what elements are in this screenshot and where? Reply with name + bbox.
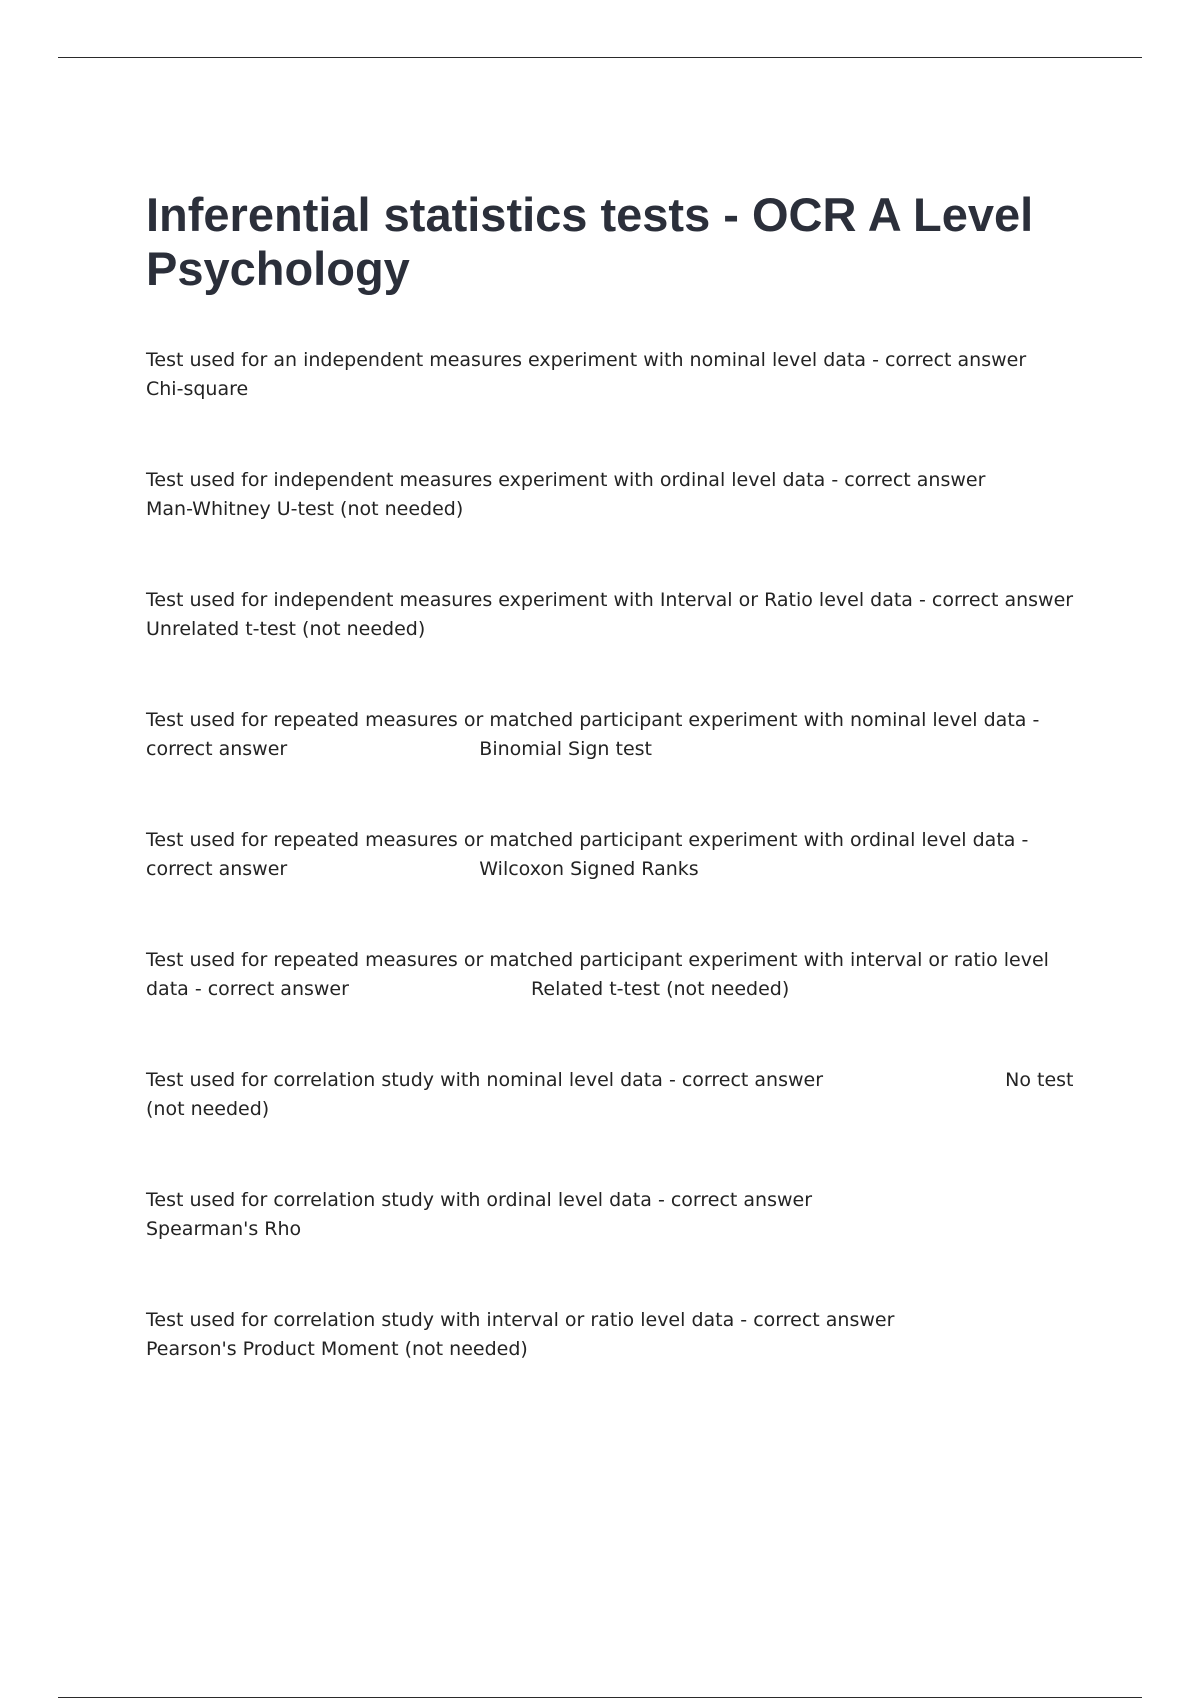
answer-separator: - correct answer	[194, 978, 349, 1000]
answer-separator: - correct answer	[740, 1309, 895, 1331]
qa-item	[146, 1066, 1086, 1186]
answer-text: Unrelated t-test (not needed)	[146, 618, 426, 640]
page-title: Inferential statistics tests - OCR A Level Psychology	[146, 188, 1034, 295]
question-text: Test used for independent measures experiment with ordinal level data	[146, 469, 826, 491]
bottom-rule	[58, 1697, 1142, 1698]
qa-item	[146, 346, 1086, 466]
answer-separator: - correct answer	[146, 829, 1029, 880]
qa-item	[146, 826, 1086, 946]
question-text: Test used for repeated measures or matched participant experiment with ordinal level data	[146, 829, 1016, 851]
qa-item	[146, 706, 1086, 826]
answer-text: No test (not needed)	[146, 1069, 1074, 1120]
question-text: Test used for correlation study with ordinal level data	[146, 1189, 652, 1211]
answer-text: Pearson's Product Moment (not needed)	[146, 1338, 528, 1360]
answer-text: Chi-square	[146, 378, 249, 400]
answer-text: Spearman's Rho	[146, 1218, 302, 1240]
answer-separator: - correct answer	[831, 469, 986, 491]
question-text: Test used for correlation study with interval or ratio level data	[146, 1309, 735, 1331]
qa-item	[146, 1186, 1086, 1306]
top-rule	[58, 57, 1142, 58]
question-text: Test used for independent measures experiment with Interval or Ratio level data	[146, 589, 913, 611]
question-answer-list	[146, 346, 1086, 1426]
answer-separator: - correct answer	[146, 709, 1040, 760]
qa-item	[146, 946, 1086, 1066]
qa-item	[146, 586, 1086, 706]
answer-separator: - correct answer	[918, 589, 1074, 611]
answer-text: Binomial Sign test	[479, 738, 652, 760]
answer-separator: - correct answer	[657, 1189, 813, 1211]
answer-separator: - correct answer	[872, 349, 1027, 371]
question-text: Test used for correlation study with nominal level data	[146, 1069, 663, 1091]
answer-text: Related t-test (not needed)	[531, 978, 790, 1000]
qa-item	[146, 466, 1086, 586]
question-text: Test used for repeated measures or matched participant experiment with interval or ratio level data	[146, 949, 1049, 1000]
answer-separator: - correct answer	[668, 1069, 824, 1091]
answer-text: Wilcoxon Signed Ranks	[479, 858, 699, 880]
question-text: Test used for an independent measures experiment with nominal level data	[146, 349, 867, 371]
answer-text: Man-Whitney U-test (not needed)	[146, 498, 464, 520]
qa-item	[146, 1306, 1086, 1426]
question-text: Test used for repeated measures or matched participant experiment with nominal level data	[146, 709, 1027, 731]
